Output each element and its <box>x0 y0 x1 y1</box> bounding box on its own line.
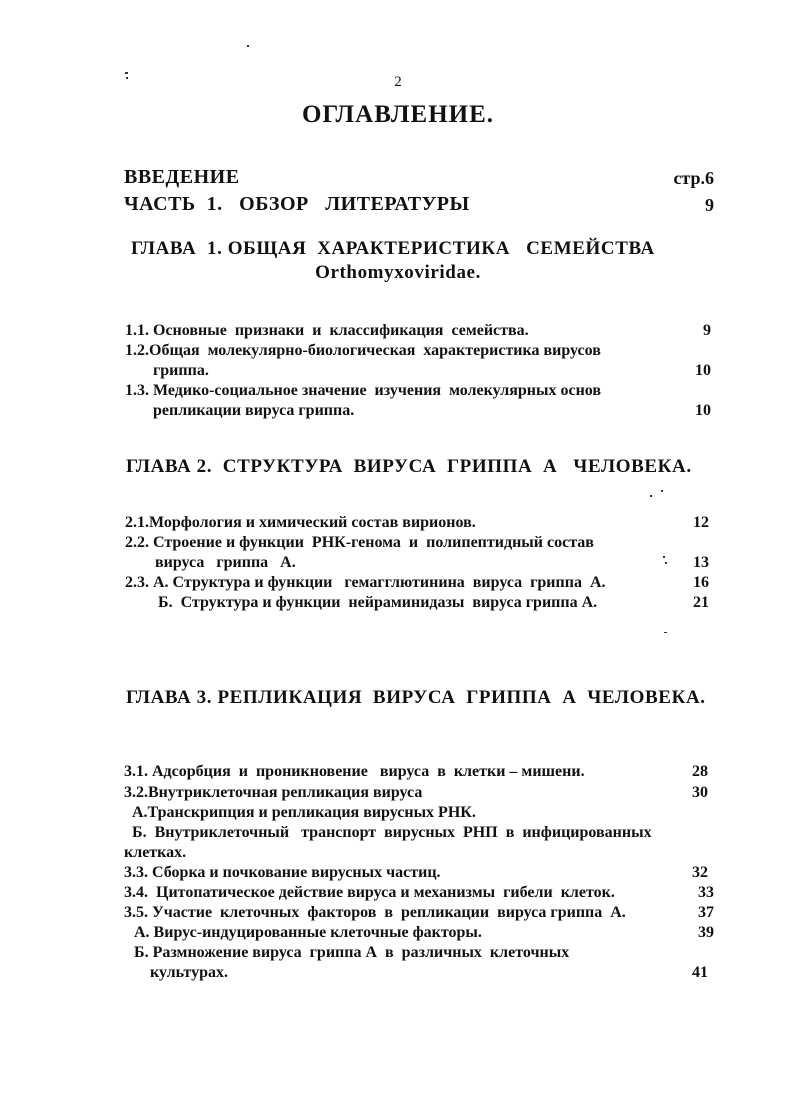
part1-label: ЧАСТЬ 1. ОБЗОР ЛИТЕРАТУРЫ <box>124 193 470 215</box>
toc-entry-text: культурах. <box>150 964 228 981</box>
toc-entry-text: 2.1.Морфология и химический состав вирионов. <box>125 514 476 531</box>
toc-entry-text: вируса гриппа А. <box>155 554 296 571</box>
toc-entry-page: 10 <box>695 402 711 419</box>
toc-entry-text: А. Вирус-индуцированные клеточные факторы. <box>134 924 482 941</box>
toc-entry-text: 3.5. Участие клеточных факторов в репликации вируса гриппа А. <box>124 904 626 921</box>
scan-speck <box>650 495 652 497</box>
intro-page: стр.6 <box>673 168 714 188</box>
toc-entry-text: 3.1. Адсорбция и проникновение вируса в клетки – мишени. <box>124 763 585 780</box>
toc-entry-page: 32 <box>692 864 708 881</box>
scan-speck <box>664 632 667 633</box>
chapter1-title-line2: Orthomyxoviridae. <box>315 262 481 283</box>
toc-entry-text: Б. Размножение вируса гриппа А в различных клеточных <box>134 944 570 961</box>
toc-entry-text: 3.2.Внутриклеточная репликация вируса <box>124 784 423 801</box>
toc-entry-text: клетках. <box>124 844 187 861</box>
scan-speck <box>125 72 128 74</box>
toc-entry-page: 13 <box>693 554 709 571</box>
toc-entry-page: 39 <box>698 924 714 941</box>
chapter1-title-line1: ГЛАВА 1. ОБЩАЯ ХАРАКТЕРИСТИКА СЕМЕЙСТВА <box>131 238 655 259</box>
toc-entry-text: 2.3. А. Структура и функции гемагглютинина вируса гриппа А. <box>125 574 606 591</box>
chapter3-title: ГЛАВА 3. РЕПЛИКАЦИЯ ВИРУСА ГРИППА А ЧЕЛОВЕКА. <box>126 687 706 708</box>
page-title: ОГЛАВЛЕНИЕ. <box>301 101 495 128</box>
toc-entry-page: 33 <box>698 884 714 901</box>
toc-entry-text: гриппа. <box>153 362 209 379</box>
chapter2-title: ГЛАВА 2. СТРУКТУРА ВИРУСА ГРИППА А ЧЕЛОВЕКА. <box>126 456 692 477</box>
scan-speck <box>663 556 665 558</box>
toc-entry-text: Б. Структура и функции нейраминидазы вируса гриппа А. <box>158 594 598 611</box>
scan-speck <box>247 45 249 47</box>
scan-speck <box>126 77 128 79</box>
scan-speck <box>661 490 663 492</box>
scan-speck <box>665 562 667 564</box>
toc-entry-text: репликации вируса гриппа. <box>153 402 355 419</box>
toc-entry-text: 2.2. Строение и функции РНК-генома и полипептидный состав <box>125 534 594 551</box>
toc-entry-text: Б. Внутриклеточный транспорт вирусных РНП в инфицированных <box>132 824 652 841</box>
toc-entry-page: 16 <box>693 574 709 591</box>
toc-entry-page: 21 <box>693 594 709 611</box>
toc-entry-page: 9 <box>703 322 711 339</box>
toc-entry-text: 3.3. Сборка и почкование вирусных частиц. <box>124 864 441 881</box>
toc-entry-text: 1.3. Медико-социальное значение изучения молекулярных основ <box>125 382 602 399</box>
toc-entry-text: А.Транскрипция и репликация вирусных РНК. <box>132 804 476 821</box>
toc-entry-page: 37 <box>698 904 714 921</box>
intro-label: ВВЕДЕНИЕ <box>124 166 240 188</box>
toc-entry-page: 41 <box>692 964 708 981</box>
toc-entry-page: 10 <box>695 362 711 379</box>
toc-entry-text: 1.2.Общая молекулярно-биологическая характеристика вирусов <box>125 342 601 359</box>
toc-entry-page: 30 <box>692 784 708 801</box>
toc-entry-text: 3.4. Цитопатическое действие вируса и механизмы гибели клеток. <box>124 884 615 901</box>
toc-entry-page: 12 <box>693 514 709 531</box>
part1-page: 9 <box>705 195 714 215</box>
toc-entry-text: 1.1. Основные признаки и классификация семейства. <box>125 322 529 339</box>
page-number: 2 <box>394 74 402 90</box>
toc-entry-page: 28 <box>692 763 708 780</box>
